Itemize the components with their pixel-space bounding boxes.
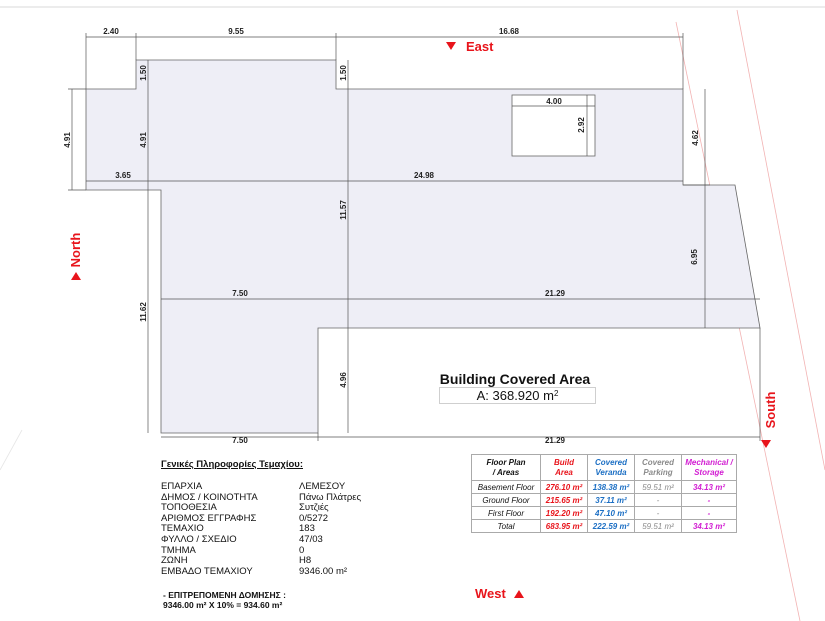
dim-row2-left: 7.50 (232, 289, 248, 298)
dim-bottom-right: 21.29 (544, 436, 566, 445)
plot-info-value: 183 (299, 523, 315, 535)
dim-mid-main: 24.98 (413, 171, 435, 180)
plot-info-value: Πάνω Πλάτρες (299, 491, 362, 503)
covered-area-title: Building Covered Area (439, 371, 591, 387)
compass-east (446, 39, 494, 54)
dim-right-mid: 6.95 (690, 249, 699, 265)
plot-info-key: ΕΠΑΡΧΙΑ (161, 481, 203, 492)
permit-line-2: 9346.00 m² X 10% = 934.60 m² (163, 600, 283, 610)
plot-info-value: Η8 (299, 555, 312, 567)
area-table-cell: Total (472, 520, 541, 533)
plot-info (161, 459, 361, 577)
area-table-cell: 276.10 m² (541, 481, 588, 494)
area-table-cell: 683.95 m² (541, 520, 588, 533)
area-table-cell: 192.20 m² (541, 507, 588, 520)
plot-info-key: ΦΥΛΛΟ / ΣΧΕΔΙΟ (161, 533, 237, 545)
permit-line-1: - ΕΠΙΤΡΕΠΟΜΕΝΗ ΔΟΜΗΣΗΣ : (163, 590, 286, 600)
dim-top-c: 16.68 (498, 27, 520, 36)
area-table (471, 454, 737, 533)
area-table-cell: Ground Floor (472, 494, 541, 507)
plot-info-key: ΤΕΜΑΧΙΟ (161, 523, 204, 535)
compass-south (761, 392, 778, 448)
compass-north (68, 233, 83, 280)
plot-info-key: ΤΟΠΟΘΕΣΙΑ (161, 502, 217, 514)
area-table-header-cell: Floor Plan / Areas (472, 455, 541, 481)
east-arrow-icon (446, 42, 456, 50)
area-table-cell: 47.10 m² (588, 507, 635, 520)
plot-info-key: ΑΡΙΘΜΟΣ ΕΓΓΡΑΦΗΣ (161, 512, 257, 524)
area-table-cell: - (682, 507, 737, 520)
dim-top-b: 9.55 (228, 27, 244, 36)
dim-notch-left: 1.50 (139, 65, 148, 81)
plot-info-key: ΕΜΒΑΔΟ ΤΕΜΑΧΙΟΥ (161, 565, 253, 577)
west-arrow-icon (514, 590, 524, 598)
area-table-row (472, 494, 737, 507)
area-table-cell: - (635, 507, 682, 520)
south-label: South (763, 391, 778, 429)
area-table-cell: 138.38 m² (588, 481, 635, 494)
plot-info-key: ΤΜΗΜΑ (161, 544, 196, 556)
plot-info-row (161, 535, 361, 546)
area-table-cell: First Floor (472, 507, 541, 520)
dim-inner-upper: 4.91 (139, 132, 148, 148)
dim-left-upper: 4.91 (63, 132, 72, 148)
area-table-cell: 222.59 m² (588, 520, 635, 533)
area-table-row (472, 481, 737, 494)
dim-bottom-left: 7.50 (232, 436, 248, 445)
area-table-cell: - (635, 494, 682, 507)
west-label: West (475, 586, 506, 601)
area-table-body (472, 481, 737, 533)
area-table-header-cell: Covered Parking (635, 455, 682, 481)
area-table-cell: 34.13 m² (682, 481, 737, 494)
plot-info-value: 9346.00 m² (299, 565, 348, 577)
north-arrow-icon (71, 272, 81, 280)
dim-top-a: 2.40 (103, 27, 119, 36)
plot-info-value: 47/03 (299, 533, 323, 545)
north-label: North (68, 232, 83, 268)
dim-right-upper: 4.62 (691, 130, 700, 146)
covered-area-label: A: 368.920 m (476, 388, 554, 403)
plot-info-value: ΛΕΜΕΣΟΥ (299, 481, 346, 492)
plot-info-rows (161, 482, 361, 577)
area-table-cell: Basement Floor (472, 481, 541, 494)
area-table-cell: 59.51 m² (635, 520, 682, 533)
east-label: East (466, 39, 494, 54)
dim-box-width: 4.00 (546, 97, 562, 106)
covered-area-unit: 2 (553, 389, 559, 398)
dim-notch-right: 1.50 (339, 65, 348, 81)
area-table-header-cell: Covered Veranda (588, 455, 635, 481)
permitted-building (163, 590, 286, 610)
area-table-header (472, 455, 737, 481)
plot-info-key: ΔΗΜΟΣ / ΚΟΙΝΟΤΗΤΑ (161, 491, 258, 503)
area-table-cell: 34.13 m² (682, 520, 737, 533)
dim-left-lower: 11.62 (139, 302, 148, 322)
dim-inner-lower: 4.96 (339, 372, 348, 388)
south-arrow-icon (761, 440, 771, 448)
area-table-row (472, 507, 737, 520)
compass-west (475, 586, 524, 601)
area-table-cell: 37.11 m² (588, 494, 635, 507)
area-table-header-cell: Mechanical / Storage (682, 455, 737, 481)
plot-info-value: 0 (299, 544, 305, 556)
dim-mid-left: 3.65 (115, 171, 131, 180)
plot-info-value: 0/5272 (299, 512, 329, 524)
area-table-cell: - (682, 494, 737, 507)
dim-inner-mid: 11.57 (339, 200, 348, 220)
dim-box-height: 2.92 (577, 117, 586, 133)
plot-info-row (161, 546, 361, 557)
plot-info-value: Συτζιές (299, 502, 329, 514)
area-table-row (472, 520, 737, 533)
area-table-cell: 215.65 m² (541, 494, 588, 507)
dim-row2-right: 21.29 (544, 289, 566, 298)
area-table-header-cell: Build Area (541, 455, 588, 481)
plot-info-title: Γενικές Πληροφορίες Τεμαχίου: (161, 459, 303, 470)
covered-area-value (439, 387, 596, 404)
plot-info-row (161, 482, 361, 493)
area-table-cell: 59.51 m² (635, 481, 682, 494)
plot-info-row (161, 567, 361, 578)
plot-info-key: ΖΩΝΗ (161, 555, 188, 567)
